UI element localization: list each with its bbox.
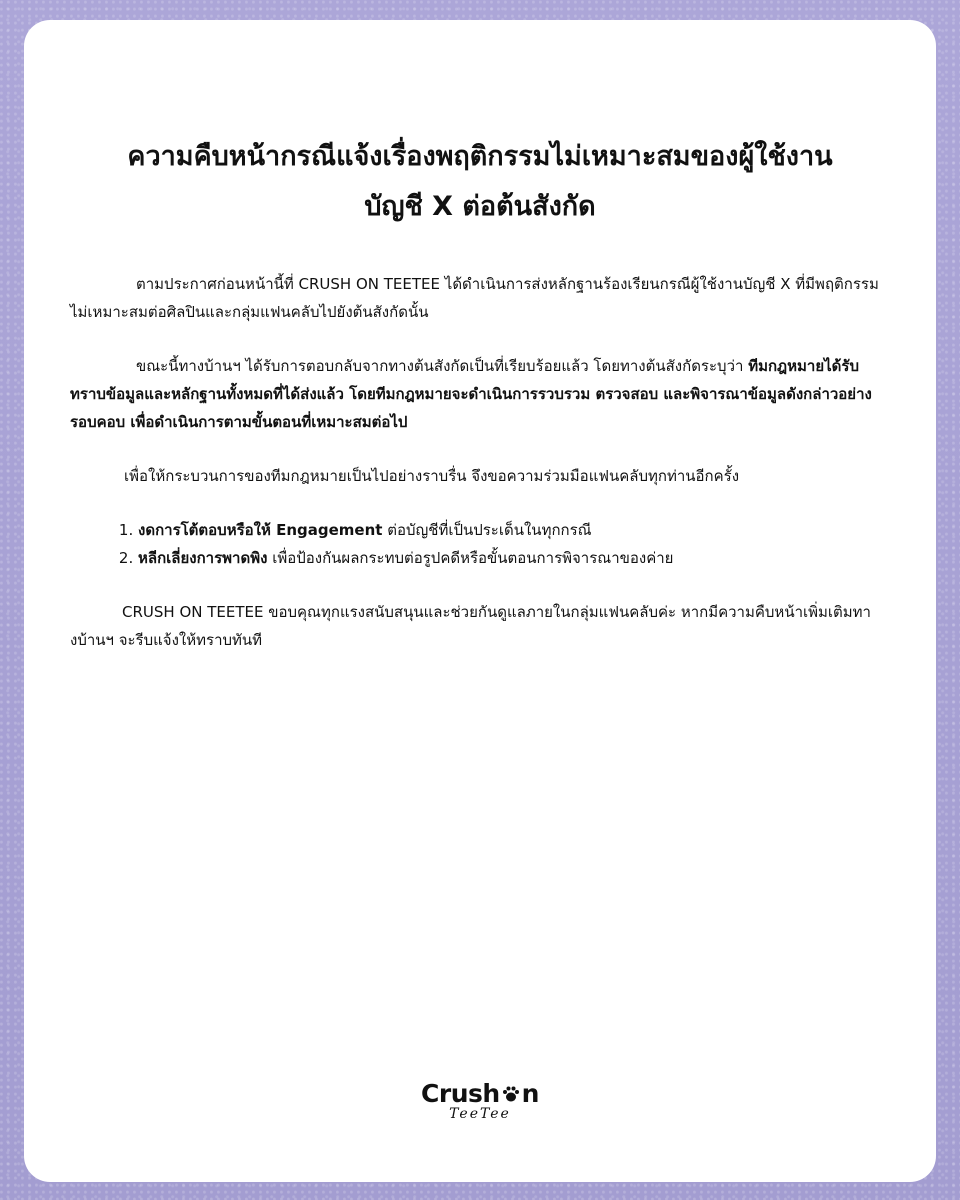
- announcement-body: [70, 270, 890, 680]
- brand-logo: [24, 1080, 936, 1122]
- list-item-text: เพื่อป้องกันผลกระทบต่อรูปคดีหรือขั้นตอนการพิจารณาของค่าย: [267, 549, 674, 567]
- list-item-bold: งดการโต้ตอบหรือให้ Engagement: [138, 521, 383, 539]
- request-list: [70, 516, 890, 572]
- list-item-bold: หลีกเลี่ยงการพาดพิง: [138, 549, 268, 567]
- title-line-2: บัญชี X ต่อต้นสังกัด: [364, 191, 596, 222]
- announcement-card: [24, 20, 936, 1182]
- logo-text-part2: n: [521, 1079, 539, 1108]
- paw-icon: [501, 1084, 521, 1104]
- title-line-1: ความคืบหน้ากรณีแจ้งเรื่องพฤติกรรมไม่เหมาะสมของผู้ใช้งาน: [127, 141, 833, 172]
- list-item-text: ต่อบัญชีที่เป็นประเด็นในทุกกรณี: [382, 521, 592, 539]
- logo-wordmark: [421, 1080, 539, 1108]
- paragraph-intro: ตามประกาศก่อนหน้านี้ที่ CRUSH ON TEETEE ได้ดำเนินการส่งหลักฐานร้องเรียนกรณีผู้ใช้งานบัญชี X ที่มีพฤติกรรมไม่เหมาะสมต่อศิลปินและกลุ่มแฟนคลับไปยังต้นสังกัดนั้น: [70, 275, 879, 321]
- list-item: [138, 516, 890, 544]
- logo-text-part1: Crush: [421, 1079, 500, 1108]
- paragraph-request: เพื่อให้กระบวนการของทีมกฎหมายเป็นไปอย่างราบรื่น จึงขอความร่วมมือแฟนคลับทุกท่านอีกครั้ง: [124, 467, 740, 485]
- response-text: ขณะนี้ทางบ้านฯ ได้รับการตอบกลับจากทางต้นสังกัดเป็นที่เรียบร้อยแล้ว โดยทางต้นสังกัดระบุว่า: [136, 357, 749, 375]
- paragraph-thanks: CRUSH ON TEETEE ขอบคุณทุกแรงสนับสนุนและช่วยกันดูแลภายในกลุ่มแฟนคลับค่ะ หากมีความคืบหน้าเพิ่มเติมทางบ้านฯ จะรีบแจ้งให้ทราบทันที: [70, 603, 871, 649]
- list-item: [138, 544, 890, 572]
- logo-subtext: TeeTee: [449, 1106, 511, 1122]
- paragraph-response: [70, 352, 890, 436]
- response-bold-text: ทีมกฎหมายได้รับทราบข้อมูลและหลักฐานทั้งหมดที่ได้ส่งแล้ว โดยทีมกฎหมายจะดำเนินการรวบรวม ตรวจสอบ และพิจารณาข้อมูลดังกล่าวอย่างรอบคอบ เพื่อดำเนินการตามขั้นตอนที่เหมาะสมต่อไป: [70, 357, 872, 431]
- page-title: [24, 132, 936, 232]
